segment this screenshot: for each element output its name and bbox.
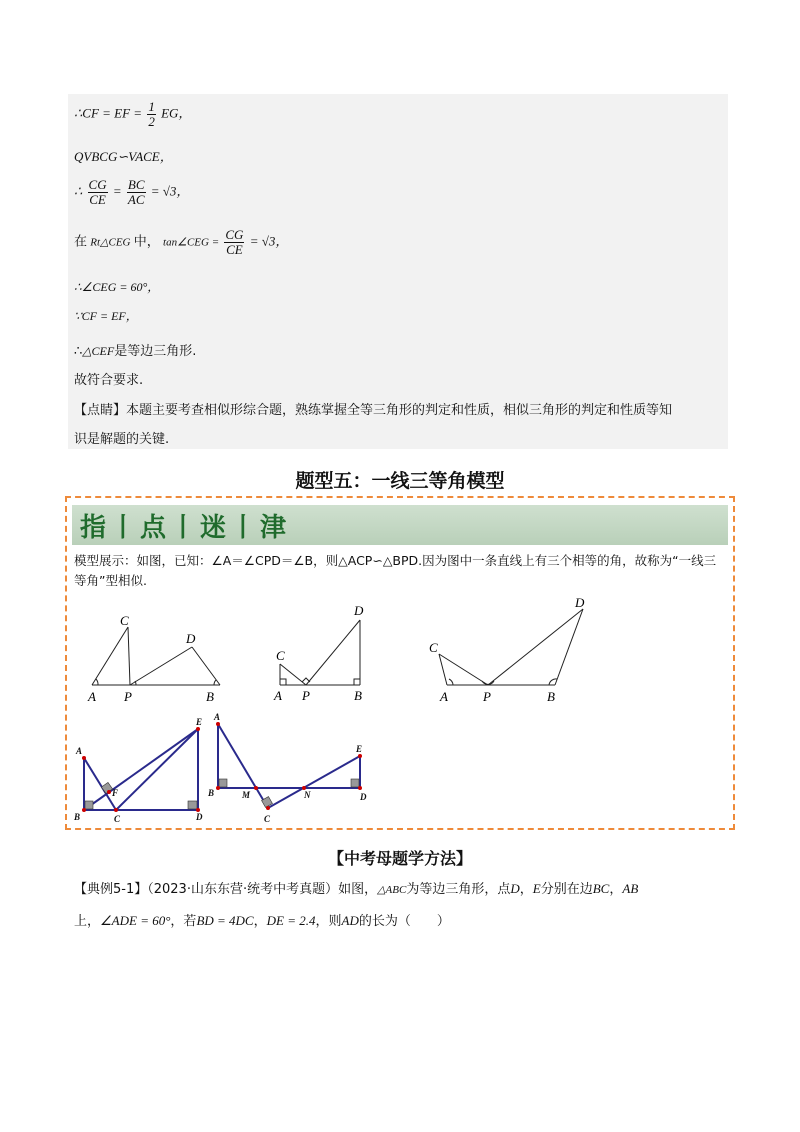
label-F: F bbox=[112, 788, 119, 798]
label-P: P bbox=[124, 689, 132, 704]
text: ∴ bbox=[74, 344, 83, 359]
text: 为等边三角形，点 bbox=[406, 882, 511, 897]
text: 在 bbox=[74, 234, 88, 250]
text: 分别在边 bbox=[540, 882, 593, 897]
label-N: N bbox=[304, 790, 311, 800]
label-B: B bbox=[206, 689, 214, 704]
label-D: D bbox=[354, 603, 364, 618]
text: 上， bbox=[74, 914, 101, 929]
label-D: D bbox=[186, 631, 196, 646]
math-text: AB bbox=[622, 881, 639, 896]
example-line-1 bbox=[74, 878, 638, 897]
figure-3 bbox=[425, 592, 595, 704]
method-heading: 【中考母题学方法】 bbox=[327, 849, 472, 868]
figure-4 bbox=[72, 712, 215, 824]
label-D: D bbox=[360, 792, 367, 802]
label-B: B bbox=[547, 689, 555, 704]
text: 中， bbox=[133, 234, 160, 250]
label-A: A bbox=[214, 712, 221, 722]
solution-line-2: QVBCG∽VACE， bbox=[74, 149, 173, 164]
label-B: B bbox=[74, 812, 81, 822]
label-D: D bbox=[196, 812, 203, 822]
denominator: 2 bbox=[148, 114, 155, 129]
math-text: EG， bbox=[161, 105, 192, 121]
text: 的长为（ ） bbox=[358, 914, 450, 929]
solution-line-3 bbox=[74, 178, 189, 207]
solution-line-5: ∴∠CEG = 60°， bbox=[74, 280, 160, 294]
banner-title: 指丨点丨迷丨津 bbox=[80, 513, 291, 543]
math-text: △ABC bbox=[377, 884, 407, 896]
math-text: Rt△CEG bbox=[90, 236, 131, 249]
math-text: D bbox=[510, 881, 520, 896]
section-title: 题型五：一线三等角模型 bbox=[295, 470, 505, 492]
label-P: P bbox=[483, 689, 491, 704]
solution-line-7 bbox=[74, 340, 196, 359]
denominator: CE bbox=[226, 242, 243, 257]
math-text: = √3， bbox=[249, 233, 289, 249]
text: 【典例5-1】（2023·山东东营·统考中考真题）如图， bbox=[74, 882, 378, 897]
label-M: M bbox=[242, 790, 251, 800]
solution-line-4 bbox=[74, 228, 288, 257]
numerator: 1 bbox=[148, 99, 155, 114]
numerator: CG bbox=[225, 227, 244, 242]
label-B: B bbox=[354, 688, 362, 703]
math-text: tan∠CEG = bbox=[163, 236, 220, 249]
text: 是等边三角形. bbox=[114, 344, 197, 359]
math-text: ∠ADE = 60° bbox=[100, 913, 171, 928]
math-text: ∴ bbox=[74, 183, 83, 199]
label-C: C bbox=[276, 648, 285, 663]
text: ， bbox=[609, 882, 623, 897]
label-A: A bbox=[440, 689, 448, 704]
math-text: BC bbox=[592, 881, 610, 896]
text: ，则 bbox=[315, 914, 342, 929]
math-text: BD = 4DC bbox=[196, 913, 254, 928]
solution-line-6: ∵CF = EF， bbox=[74, 309, 138, 323]
figure-2 bbox=[268, 600, 378, 706]
label-C: C bbox=[120, 613, 129, 628]
text: ，若 bbox=[170, 914, 197, 929]
label-E: E bbox=[196, 717, 203, 727]
note-line-2: 识是解题的关键. bbox=[74, 432, 170, 447]
numerator: BC bbox=[127, 177, 145, 192]
denominator: AC bbox=[127, 192, 145, 207]
fraction bbox=[88, 178, 108, 207]
math-text: DE = 2.4 bbox=[266, 913, 316, 928]
label-A: A bbox=[76, 746, 83, 756]
note-line-1: 【点睛】本题主要考查相似形综合题，熟练掌握全等三角形的判定和性质，相似三角形的判定和性质等知 bbox=[74, 403, 673, 418]
numerator: CG bbox=[88, 177, 107, 192]
label-A: A bbox=[274, 688, 282, 703]
math-text: = √3， bbox=[150, 183, 190, 199]
math-text: = bbox=[112, 183, 122, 199]
label-A: A bbox=[88, 689, 96, 704]
figure-1 bbox=[80, 605, 240, 705]
math-text: ∴CF = EF = bbox=[74, 105, 143, 121]
label-E: E bbox=[356, 744, 363, 754]
label-C: C bbox=[429, 640, 438, 655]
label-C: C bbox=[114, 814, 121, 824]
model-description: 模型展示：如图，已知：∠A＝∠CPD＝∠B，则△ACP∽△BPD.因为图中一条直线上有三个相等的角，故称为“一线三等角”型相似. bbox=[74, 553, 717, 588]
label-B: B bbox=[208, 788, 215, 798]
fraction bbox=[127, 178, 146, 207]
text: ， bbox=[253, 914, 267, 929]
math-text: AD bbox=[341, 913, 359, 928]
solution-line-1 bbox=[74, 100, 191, 129]
figure-5 bbox=[200, 710, 375, 825]
denominator: CE bbox=[89, 192, 106, 207]
example-line-2 bbox=[74, 910, 450, 929]
text: ， bbox=[519, 882, 533, 897]
fraction bbox=[224, 228, 244, 257]
math-text: E bbox=[532, 881, 541, 896]
math-text: △CEF bbox=[82, 344, 115, 358]
label-P: P bbox=[302, 688, 310, 703]
label-D: D bbox=[575, 595, 585, 610]
fraction bbox=[147, 100, 156, 129]
solution-line-8: 故符合要求. bbox=[74, 373, 144, 388]
label-C: C bbox=[264, 814, 271, 824]
